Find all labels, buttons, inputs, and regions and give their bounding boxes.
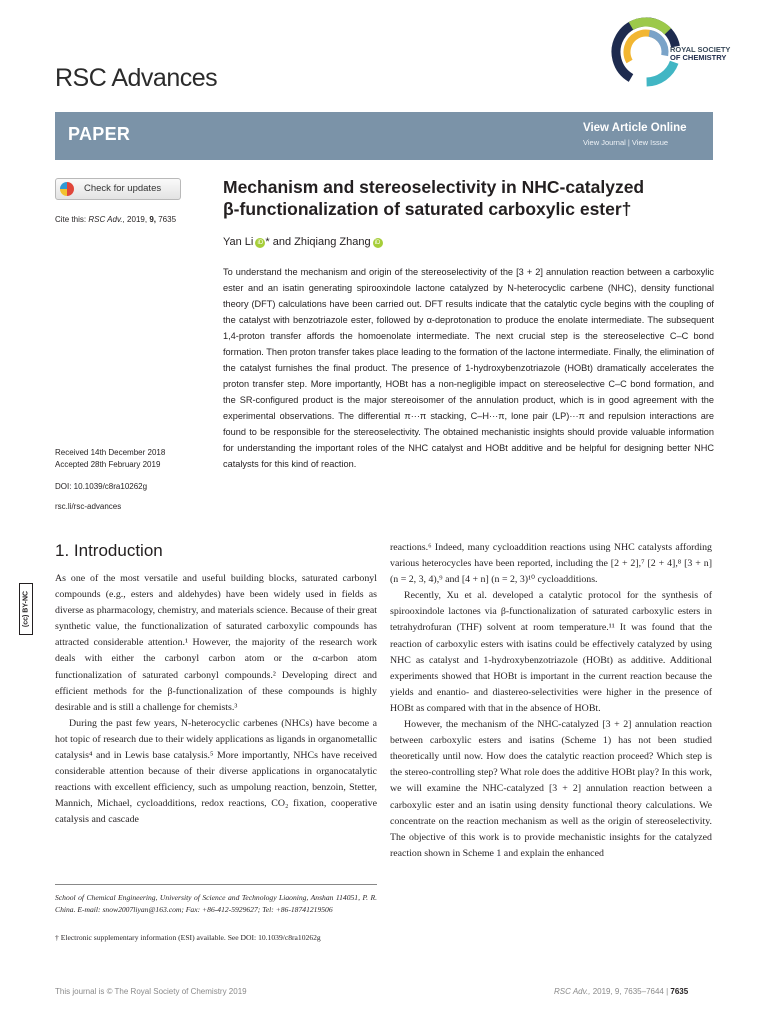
journal-link[interactable]: rsc.li/rsc-advances <box>55 502 122 511</box>
logo-text <box>670 46 730 62</box>
view-article-online-link[interactable]: View Article Online <box>583 122 687 134</box>
dates <box>55 447 165 471</box>
check-for-updates-label: Check for updates <box>84 183 162 194</box>
citation <box>55 215 176 224</box>
received-date: Received 14th December 2018 <box>55 448 166 457</box>
cite-pages: 7635 <box>158 215 177 224</box>
view-journal-issue-links[interactable]: View Journal | View Issue <box>583 138 669 147</box>
crossmark-icon <box>60 182 74 196</box>
orcid-icon[interactable]: iD <box>255 238 265 248</box>
footer-pages: 2019, 9, 7635–7644 | <box>592 987 669 996</box>
cite-volume: 9, <box>149 215 156 224</box>
abstract: To understand the mechanism and origin of the stereoselectivity of the [3 + 2] annulation reaction between a carboxylic ester and an isatin generating spirooxindole lactone catalyzed by N-heterocyclic carbene (NHC), density functional theory (DFT) calculations have been carried out. DFT results indicate that the catalytic cycle begins with the coupling of the catalyst with benzotriazole ester, followed by α-deprotonation to produce the enolate intermediate. The subsequent 1,4-proton transfer affords the homoenolate intermediate. The next crucial step is the stereoselective C–C bond formation. Then proton transfer takes place leading to the formation of the lactone intermediate. Finally, the elimination of the catalyst furnishes the final product. The presence of 1-hydroxybenzotriazole (HOBt) dramatically accelerates the proton transfer step. More importantly, HOBt has a non-negligible impact on stereoselective C–C bond formation, and the SR-configured product is the major stereoisomer of the annulation product, which is in good agreement with the experimental observations. The differential π···π stacking, C–H···π, lone pair (LP)···π and repulsion interactions are found to be responsible for the stereoselectivity. The obtained mechanistic insights should provide valuable information for understanding the important roles of the NHC catalyst and HOBt additive and be helpful for designing better NHC catalysts for this kind of reaction. <box>223 267 714 469</box>
article-type-label: PAPER <box>68 124 131 144</box>
footer-copyright: This journal is © The Royal Society of Chemistry 2019 <box>55 987 247 996</box>
paragraph: During the past few years, N-heterocyclic carbenes (NHCs) have become a hot topic of research due to their widely applications as ligands in organometallic catalysis⁴ and in Lewis base catalysis.⁵ More importantly, NHCs have received considerable attention because of their diverse applications in organocatalytic reactions with excellent efficiency, such as umpolung reaction, benzoin, Stetter, Mannich, Michael, cycloadditions, redox reactions, CO₂ fixation, cooperative catalysis and cascade <box>55 717 377 826</box>
footer-journal: RSC Adv., <box>554 987 591 996</box>
article-type-banner <box>55 112 713 160</box>
paragraph: As one of the most versatile and useful building blocks, saturated carbonyl compounds (e.g., esters and aldehydes) have been widely used in fields as diverse as pharmacology, chemistry, and materials science. Because of their great synthetic value, the functionalization of saturated carboxylic compounds has attracted considerable attention.¹ However, the majority of the research work deals with either the carbonyl carbon atom or the α-carbon atom functionalization of saturated carbonyl compounds.² Developing direct and efficient methods for the β-functionalization of these compounds is highly desirable and is still a challenge for chemists.³ <box>55 573 377 713</box>
body-column-right <box>390 540 712 862</box>
journal-name: RSC Advances <box>55 64 218 92</box>
cite-journal: RSC Adv., <box>88 215 125 224</box>
footnote-affiliation: School of Chemical Engineering, University of Science and Technology Liaoning, Anshan 114051, P. R. China. E-mail: snow2007liyan@163.com; Fax: +86-412-5929627; Tel: +86-18741219506 <box>55 893 377 914</box>
paragraph: However, the mechanism of the NHC-catalyzed [3 + 2] annulation reaction between carboxylic esters and isatins (Scheme 1) has not been studied theoretically until now. How does the catalytic reaction proceed? Which step is the stereo-controlling step? What role does the additive HOBt play? In this work, we will examine the NHC-catalyzed [3 + 2] annulation reaction between a carboxylic ester and an isatin using density functional theory calculations. We concentrate on the reaction mechanism as well as the origin of stereoselectivity. The objective of this work is to provide mechanistic insights for the catalyzed reaction shown in Scheme 1 and explain the enhanced <box>390 719 712 859</box>
paragraph: reactions.⁶ Indeed, many cycloaddition reactions using NHC catalysts affording various heterocycles have been reported, including the [2 + 2],⁷ [2 + 4],⁸ [3 + n] (n = 2, 3, 4),⁹ and [4 + n] (n = 2, 3)¹⁰ cycloadditions. <box>390 542 712 586</box>
footer-citation <box>554 987 688 996</box>
logo-line-1: ROYAL SOCIETY <box>670 45 731 54</box>
body-column-left <box>55 571 377 829</box>
logo-line-2: OF CHEMISTRY <box>670 53 727 62</box>
footnote-divider <box>55 884 377 885</box>
author-separator: * and Zhiqiang Zhang <box>265 236 371 248</box>
title-line-2: β-functionalization of saturated carboxylic ester† <box>223 199 632 219</box>
footnote-esi: † Electronic supplementary information (ESI) available. See DOI: 10.1039/c8ra10262g <box>55 933 321 942</box>
orcid-icon-2[interactable]: iD <box>373 238 383 248</box>
cc-license-text: (cc) BY-NC <box>22 590 30 628</box>
section-heading-introduction: 1. Introduction <box>55 541 163 560</box>
cite-prefix: Cite this: <box>55 215 87 224</box>
article-title <box>223 176 723 220</box>
doi: DOI: 10.1039/c8ra10262g <box>55 482 148 491</box>
author-1: Yan Li <box>223 236 254 248</box>
page-number: 7635 <box>670 987 689 996</box>
title-line-1: Mechanism and stereoselectivity in NHC-catalyzed <box>223 177 645 197</box>
accepted-date: Accepted 28th February 2019 <box>55 460 161 469</box>
cite-year: 2019, <box>127 215 148 224</box>
authors <box>223 236 383 248</box>
paragraph: Recently, Xu et al. developed a catalytic protocol for the synthesis of spirooxindole lactones via β-functionalization of saturated carboxylic esters in tetrahydrofuran (THF) solvent at room temperature.¹¹ It was found that the reaction of carboxylic esters with isatins could be effectively catalyzed by using NHC as catalyst and 1-hydroxybenzotriazole (HOBt) as additive. Additional experiments showed that HOBt is important in the current reaction because the yields and enantio- and diastereo-selectivities were higher in the presence of HOBt as compared with that in the absence of HOBt. <box>390 590 712 714</box>
